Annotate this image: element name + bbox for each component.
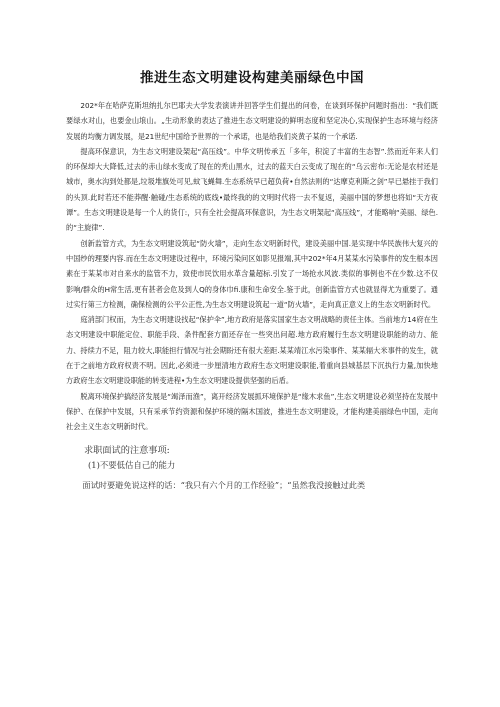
paragraph-government: 庭消部门权而，为生态文明建设找起“保护伞”,地方政府是落实国家生态文明战略的责任主体。当前地方14府在生态文明建设中职能定位、职能手段、条件配套方面还存在一些突出问超.地方政府履行生态文明建设职能的动力、能力、持续力不足，阻力较大,职能担行情况与社会期盼还有很大差距.某某靖江水污染事件、某某辐大米事件的发生，就在于之前地方政府权责不明。因此,必须进一步厘清地方政府生态文明建设职能,着重向县城基层下沉执行力量,加快地方政府生态文明建设职能的转变进程•为生态文明建设提供坚强的后盾。 (66, 315, 438, 386)
paragraph-awareness: 提高环保意识，为生态文明建设架起“高压线”。中华文明传承五「多年，积淀了丰富的生态智”.然而近年来人们的环保却大大降低,过去的赤山绿水变成了现在的秃山黑水，过去的蓝天白云变成了现在的“乌云密布:无论是农村还是城市，奥水沟到处都是,垃圾堆旗处可见,蚊飞蝇舞.生态系统早已超负荷•自然法则的“达摩克利斯之剑”早已悬挂于我们的头顶.此时若还不能莽醒·触碰/生态系统的底线•最终我的的文明时代将一去不复返，美丽中国的梦想也将如“天方夜谭”。生态文明建设是每一个人的货仃:，只有全社会提高环保意识，为生态文明架起“高压线”，才能略响“美丽、绿色.的“主旋律”. (66, 146, 438, 233)
paragraph-supervision: 创新监管方式，为生态文明建设筑起“防火墙”，走向生态文明新时代，建设美丽中国.是实现中华民族伟大复兴的中国纱的理要内容.而在生态文明建设过程中，环境污染问区如影见报端,其中202*年4月某某水污染事件的发生根本因素在于某某市对自来水的监管不力，致使市民饮用水革含量超标.引发了一场抢水风波.类似的事例也不在少数.这不仅影响/群众的H常生活,更有甚者会危及到人Q的身体巾fi.康和生命安全.鉴于此，创新监管方式也就显得尤为重要了。通过实行第三方检测，确保检测的公平公正性,为生态文明建设筑起一道“防火墙”，走向真正意义上的生态文明新时代。 (66, 238, 438, 309)
document-body (66, 98, 438, 435)
interview-text: 面试时要避免说这样的话：“我只有六个月的工作经验”；“虽然我没接触过此类 (82, 479, 366, 490)
paragraph-intro: 202*年在哈萨克斯坦纳扎尔巴耶夫大学发表演讲并回答学生们提出的问卷，在谈到环保护问题时指出：“我们既要绿水对山，也要金山埌山。„生动形象的表达了推进生态文明建设的鲜明态度和坚定决心,实现保护生态环境与经济发展的均衡力调发展，是21世纪中国给予世界的一个承诺，也是给我们炎黄子某的一个承诺. (66, 101, 438, 141)
interview-heading: 求职面试的注意事项: (84, 444, 170, 456)
interview-item: (1)不要低估自己的能力 (88, 459, 176, 470)
paragraph-conclusion: 脱离环境保护搞经济发展是“竭泽而渔”，离开经济发展抓环境保护是“缘木求鱼”,生态文明建设必须坚持在发展中保护、在保护中发展，只有采承节约资源和保护环境的隔木国波，推进生态文明建设，才能构建美丽绿色中国，走向社会主义生态文明新时代。 (66, 391, 438, 432)
document-title: 推进生态文明建设构建美丽绿色中国 (140, 70, 364, 86)
